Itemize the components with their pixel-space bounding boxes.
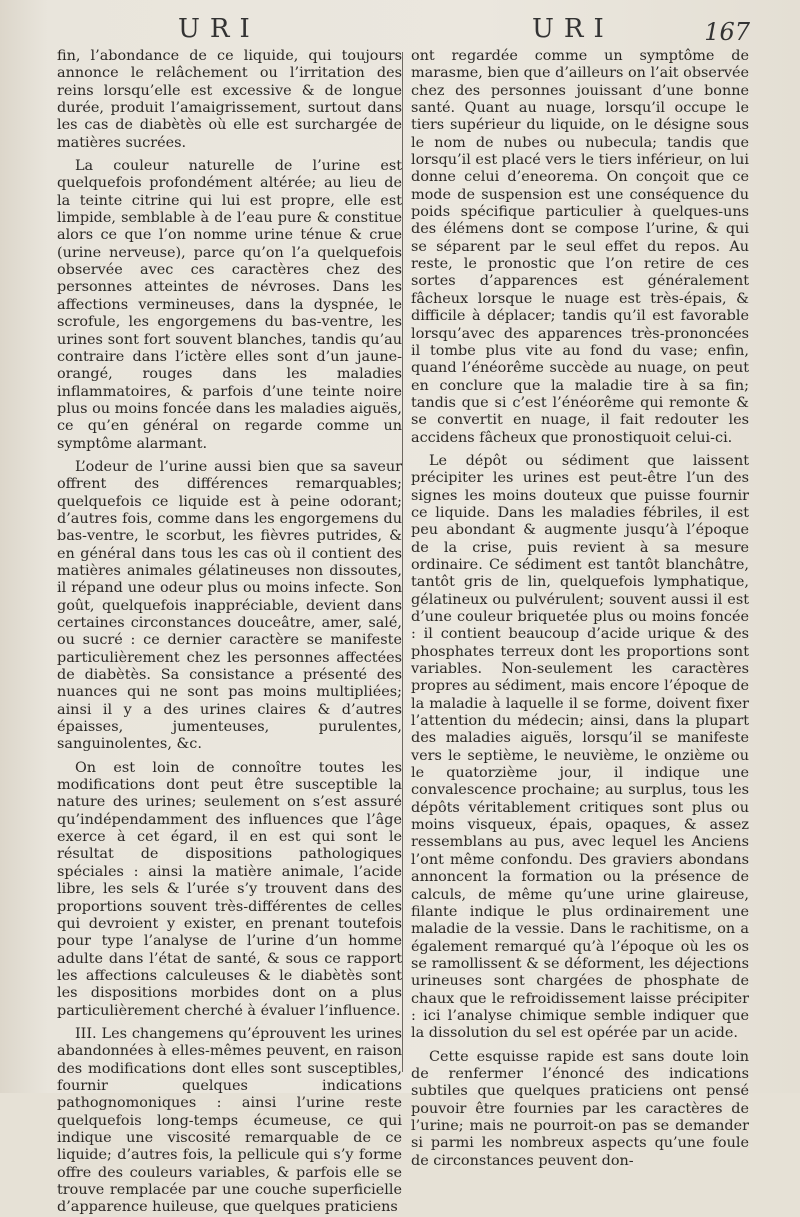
paragraph: Le dépôt ou sédiment que laissent précipiter les urines est peut-être l’un des signes les moins douteux que puisse fournir ce liquide. Dans les maladies fébriles, il est peu abondant & augmente jusqu’à l’époque de la crise, puis revient à sa mesure ordinaire. Ce sédiment est tantôt blanchâtre, tantôt gris de lin, quelquefois lymphatique, gélatineux ou pulvérulent; souvent aussi il est d’une couleur briquetée plus ou moins foncée : il contient beaucoup d’acide urique & des phosphates terreux dont les proportions sont variables. Non-seulement les caractères propres au sédiment, mais encore l’époque de la maladie à laquelle il se forme, doivent fixer l’attention du médecin; ainsi, dans la plupart des maladies aiguës, lorsqu’il se manifeste vers le septième, le neuvième, le onzième ou le quatorzième jour, il indique une convalescence prochaine; au surplus, tous les dépôts véritablement critiques sont plus ou moins visqueux, épais, opaques, & assez ressemblans au pus, avec lequel les Anciens l’ont même confondu. Des graviers abondans annoncent la formation ou la présence de calculs, de même qu’une urine glaireuse, filante indique le plus ordinairement une maladie de la vessie. Dans le rachitisme, on a également remarqué qu’à l’époque où les os se ramollissent & se déforment, les déjections urineuses sont chargées de phosphate de chaux que le refroidissement laisse précipiter : ici l’analyse chimique semble indiquer que la dissolution du sel est opérée par un acide.	[411, 452, 749, 1042]
left-column	[57, 48, 402, 1217]
paragraph: La couleur naturelle de l’urine est quelquefois profondément altérée; au lieu de la teinte citrine qui lui est propre, elle est limpide, semblable à de l’eau pure & constitue alors ce que l’on nomme urine ténue & crue (urine nerveuse), parce qu’on l’a quelquefois observée avec ces caractères chez des personnes atteintes de névroses. Dans les affections vermineuses, dans la dyspnée, le scrofule, les engorgemens du bas-ventre, les urines sont fort souvent blanches, tandis qu’au contraire dans l’ictère elles sont d’un jaune-orangé, rouges dans les maladies inflammatoires, & parfois d’une teinte noire plus ou moins foncée dans les maladies aiguës, ce qu’en général on regarde comme un symptôme alarmant.	[57, 158, 402, 452]
paragraph: III. Les changemens qu’éprouvent les urines abandonnées à elles-mêmes peuvent, en raison des modifications dont elles sont susceptibles, fournir quelques indications pathognomoniques : ainsi l’urine reste quelquefois long-temps écumeuse, ce qui indique une viscosité remarquable de ce liquide; d’autres fois, la pellicule qui s’y forme offre des couleurs variables, & parfois elle se trouve remplacée par une couche superficielle d’apparence huileuse, que quelques praticiens	[57, 1025, 402, 1216]
right-column	[411, 48, 749, 1170]
paragraph: Cette esquisse rapide est sans doute loin de renfermer l’énoncé des indications subtiles que quelques praticiens ont pensé pouvoir être fournies par les caractères de l’urine; mais ne pourroit-on pas se demander si parmi les nombreux aspects qu’une foule de circonstances peuvent don-	[411, 1048, 749, 1169]
paragraph: L’odeur de l’urine aussi bien que sa saveur offrent des différences remarquables; quelquefois ce liquide est à peine odorant; d’autres fois, comme dans les engorgemens du bas-ventre, le scorbut, les fièvres putrides, & en général dans tous les cas où il contient des matières animales gélatineuses non dissoutes, il répand une odeur plus ou moins infecte. Son goût, quelquefois inappréciable, devient dans certaines circonstances douceâtre, amer, salé, ou sucré : ce dernier caractère se manifeste particulièrement chez les personnes affectées de diabètès. Sa consistance a présenté des nuances qui ne sont pas moins multipliées; ainsi il y a des urines claires & d’autres épaisses, jumenteuses, purulentes, sanguinolentes, &c.	[57, 458, 402, 753]
column-divider	[402, 52, 403, 1072]
running-head-right: URI	[532, 14, 614, 44]
paragraph: On est loin de connoître toutes les modifications dont peut être susceptible la nature des urines; seulement on s’est assuré qu’indépendamment des influences que l’âge exerce à cet égard, il en est qui sont le résultat de dispositions pathologiques spéciales : ainsi la matière animale, l’acide libre, les sels & l’urée s’y trouvent dans des proportions souvent très-différentes de celles qui devroient y exister, en prenant toutefois pour type l’analyse de l’urine d’un homme adulte dans l’état de santé, & sous ce rapport les affections calculeuses & le diabètès sont les dispositions morbides dont on a plus particulièrement cherché à évaluer l’influence.	[57, 759, 402, 1019]
paragraph: ont regardée comme un symptôme de marasme, bien que d’ailleurs on l’ait observée chez des personnes jouissant d’une bonne santé. Quant au nuage, lorsqu’il occupe le tiers supérieur du liquide, on le désigne sous le nom de nubes ou nubecula; tandis que lorsqu’il est placé vers le tiers inférieur, on lui donne celui d’eneorema. On conçoit que ce mode de suspension est une conséquence du poids spécifique particulier à quelques-uns des élémens dont se compose l’urine, & qui se séparent par le seul effet du repos. Au reste, le pronostic que l’on retire de ces sortes d’apparences est généralement fâcheux lorsque le nuage est très-épais, & difficile à déplacer; tandis qu’il est favorable lorsqu’avec des apparences très-prononcées il tombe plus vite au fond du vase; enfin, quand l’énéorême succède au nuage, on peut en conclure que la maladie tire à sa fin; tandis que si c’est l’énéorême qui remonte & se convertit en nuage, il fait redouter les accidens fâcheux que pronostiquoit celui-ci.	[411, 48, 749, 446]
page-number: 167	[704, 18, 750, 46]
running-head-left: URI	[178, 14, 260, 44]
paragraph: fin, l’abondance de ce liquide, qui toujours annonce le relâchement ou l’irritation des reins lorsqu’elle est excessive & de longue durée, produit l’amaigrissement, surtout dans les cas de diabètès où elle est surchargée de matières sucrées.	[57, 48, 402, 151]
